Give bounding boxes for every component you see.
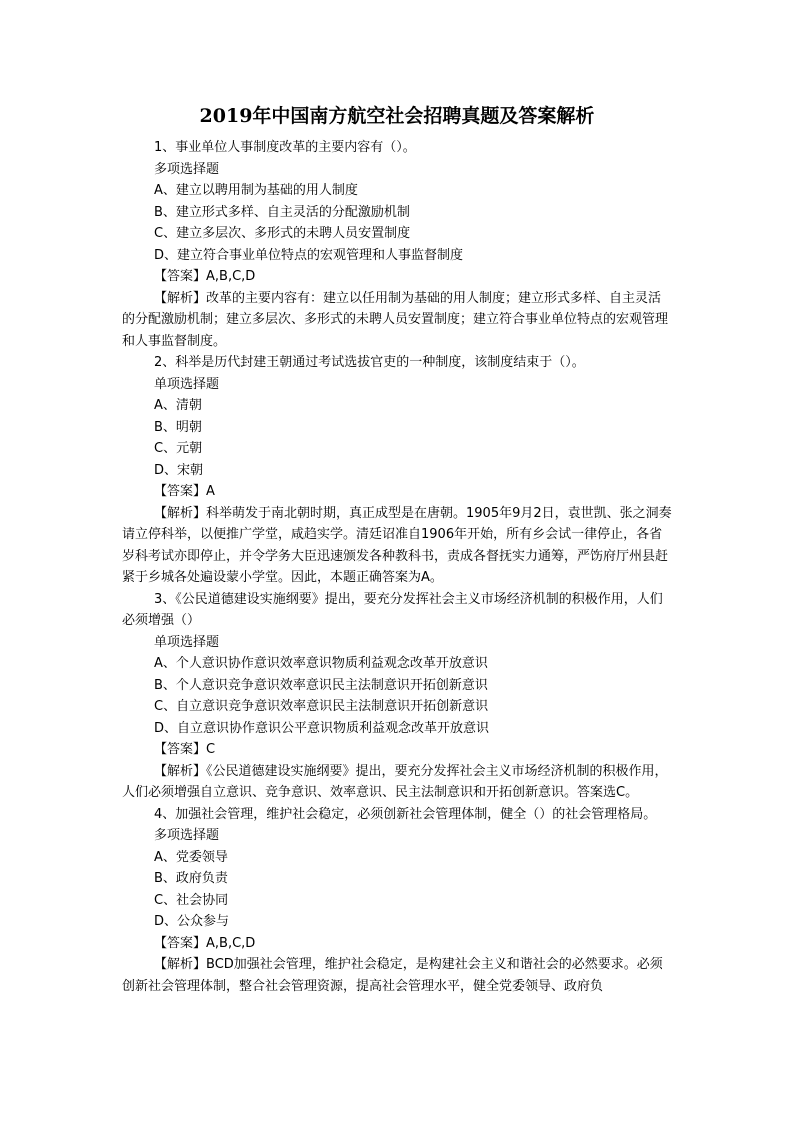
answer: 【答案】A,B,C,D	[154, 935, 256, 951]
question-1	[122, 137, 672, 352]
option-d: D、建立符合事业单位特点的宏观管理和人事监督制度	[154, 247, 464, 263]
question-stem: 1、事业单位人事制度改革的主要内容有（）。	[154, 140, 416, 155]
question-type: 多项选择题	[154, 828, 220, 843]
option-b: B、政府负责	[154, 871, 228, 886]
option-a: A、清朝	[154, 398, 202, 413]
page-title: 2019年中国南方航空社会招聘真题及答案解析	[199, 105, 595, 127]
question-4	[122, 804, 672, 998]
option-a: A、建立以聘用制为基础的用人制度	[154, 183, 358, 198]
question-stem: 2、科举是历代封建王朝通过考试选拔官吏的一种制度，该制度结束于（）。	[154, 355, 585, 370]
analysis: 【解析】科举萌发于南北朝时期，真正成型是在唐朝。1905年9月2日，袁世凯、张之洞奏请立停科举，以便推广学堂，咸趋实学。清廷诏准自1906年开始，所有乡会试一律停止，各省岁科考试亦即停止，并令学务大臣迅速颁发各种教科书，责成各督抚实力通筹，严饬府厅州县赶紧于乡城各处遍设蒙小学堂。因此，本题正确答案为A。	[122, 505, 672, 585]
analysis: 【解析】BCD加强社会管理，维护社会稳定，是构建社会主义和谐社会的必然要求。必须创新社会管理体制，整合社会管理资源，提高社会管理水平，健全党委领导、政府负	[122, 957, 663, 994]
question-2	[122, 352, 672, 589]
question-stem: 4、加强社会管理，维护社会稳定，必须创新社会管理体制，健全（）的社会管理格局。	[154, 806, 657, 822]
question-stem: 3、《公民道德建设实施纲要》提出，要充分发挥社会主义市场经济机制的积极作用，人们必须增强（）	[122, 591, 663, 628]
option-c: C、元朝	[154, 441, 203, 456]
option-c: C、自立意识竞争意识效率意识民主法制意识开拓创新意识	[154, 699, 489, 714]
answer: 【答案】A	[154, 484, 215, 499]
option-b: B、个人意识竞争意识效率意识民主法制意识开拓创新意识	[154, 677, 488, 693]
option-b: B、建立形式多样、自主灵活的分配激励机制	[154, 204, 410, 220]
option-c: C、建立多层次、多形式的未聘人员安置制度	[154, 226, 411, 241]
option-a: A、党委领导	[154, 849, 228, 865]
question-type: 单项选择题	[154, 376, 220, 392]
option-d: D、自立意识协作意识公平意识物质利益观念改革开放意识	[154, 720, 490, 736]
document-body	[122, 137, 672, 997]
answer: 【答案】C	[154, 742, 216, 757]
option-d: D、宋朝	[154, 462, 204, 478]
question-3	[122, 589, 672, 804]
analysis: 【解析】改革的主要内容有：建立以任用制为基础的用人制度；建立形式多样、自主灵活的分配激励机制；建立多层次、多形式的未聘人员安置制度；建立符合事业单位特点的宏观管理和人事监督制度。	[122, 290, 669, 349]
answer: 【答案】A,B,C,D	[154, 269, 256, 284]
question-type: 多项选择题	[154, 161, 220, 177]
question-type: 单项选择题	[154, 634, 220, 650]
option-c: C、社会协同	[154, 892, 229, 908]
option-d: D、公众参与	[154, 914, 230, 929]
option-b: B、明朝	[154, 419, 202, 435]
analysis: 【解析】《公民道德建设实施纲要》提出，要充分发挥社会主义市场经济机制的积极作用，人们必须增强自立意识、竞争意识、效率意识、民主法制意识和开拓创新意识。答案选C。	[122, 763, 668, 800]
option-a: A、个人意识协作意识效率意识物质利益观念改革开放意识	[154, 656, 488, 671]
